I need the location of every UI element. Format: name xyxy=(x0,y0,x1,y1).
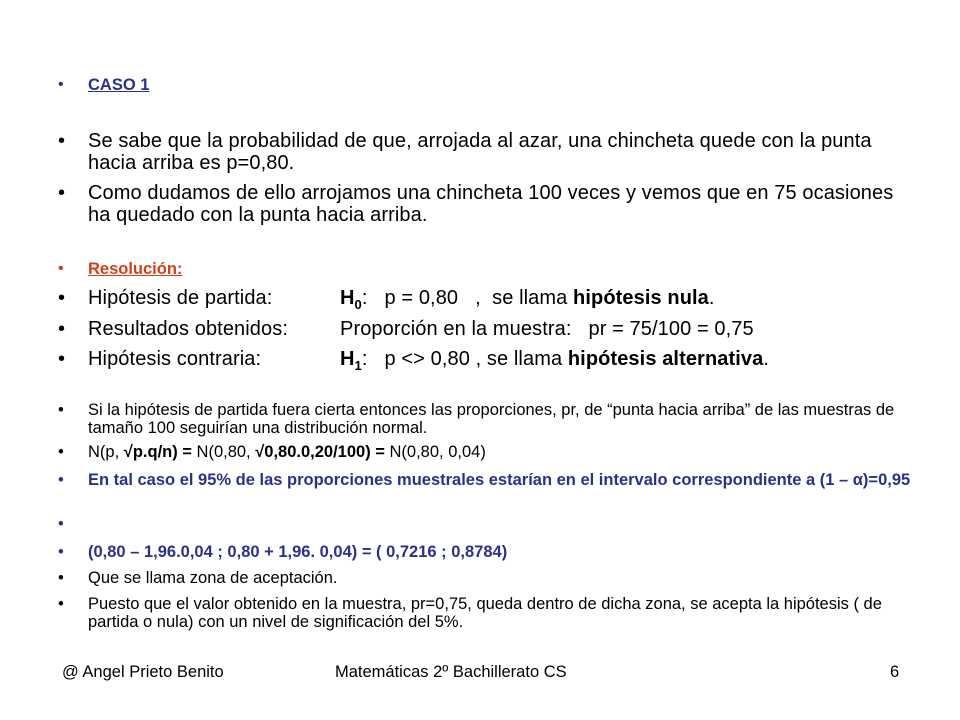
h1-end: . xyxy=(763,348,770,370)
formula-part-a: N(p, xyxy=(88,443,124,461)
h1-letter: H xyxy=(340,348,355,370)
hypothesis-null-label: Hipótesis de partida: xyxy=(88,287,273,309)
detail-text-1: Si la hipótesis de partida fuera cierta entonces las proporciones, pr, de “punta hacia arriba” de las muestras de tamaño 100 seguirían una distribución normal. xyxy=(88,401,895,437)
bullet: • xyxy=(58,130,66,152)
bullet: • xyxy=(58,543,64,561)
intro-text-2: Como dudamos de ello arrojamos una chincheta 100 veces y vemos que en 75 ocasiones ha quedado con la punta hacia arriba. xyxy=(88,182,894,226)
bullet: • xyxy=(58,260,64,277)
h0-end: . xyxy=(708,287,715,309)
case-label: CASO 1 xyxy=(88,76,150,94)
detail-text-7: Puesto que el valor obtenido en la muestra, pr=0,75, queda dentro de dicha zona, se acepta la hipótesis ( de partida o nula) con un nivel de significación del 5%. xyxy=(88,595,882,631)
footer-author: @ Angel Prieto Benito xyxy=(62,663,224,681)
bullet: • xyxy=(58,471,64,489)
h1-symbol xyxy=(340,348,362,373)
h0-symbol xyxy=(340,287,362,312)
h0-term: hipótesis nula xyxy=(573,287,709,309)
h1-expression: : p <> 0,80 , se llama xyxy=(361,348,568,370)
formula-part-b: √p.q/n) = xyxy=(123,443,197,461)
bullet: • xyxy=(58,348,66,370)
results-label: Resultados obtenidos: xyxy=(88,318,289,340)
footer-course: Matemáticas 2º Bachillerato CS xyxy=(335,663,567,681)
detail-text-5: (0,80 – 1,96.0,04 ; 0,80 + 1,96. 0,04) = ( 0,7216 ; 0,8784) xyxy=(88,543,508,561)
bullet: • xyxy=(58,569,64,587)
h0-letter: H xyxy=(340,287,355,309)
bullet: • xyxy=(58,443,64,461)
h1-term: hipótesis alternativa xyxy=(567,348,764,370)
h1-subscript: 1 xyxy=(354,358,362,373)
bullet: • xyxy=(58,401,64,419)
bullet: • xyxy=(58,182,66,204)
h0-expression: : p = 0,80 , se llama xyxy=(361,287,574,309)
h0-subscript: 0 xyxy=(354,297,362,312)
bullet: • xyxy=(58,287,66,309)
intro-text-1: Se sabe que la probabilidad de que, arrojada al azar, una chincheta quede con la punta hacia arriba es p=0,80. xyxy=(88,130,872,174)
detail-text-3: En tal caso el 95% de las proporciones muestrales estarían en el intervalo correspondiente a (1 – α)=0,95 xyxy=(88,471,911,489)
detail-text-6: Que se llama zona de aceptación. xyxy=(88,569,338,587)
formula-part-d: √0,80.0,20/100) = xyxy=(255,443,390,461)
footer-page-number: 6 xyxy=(890,663,900,681)
hypothesis-alt-label: Hipótesis contraria: xyxy=(88,348,262,370)
results-text: Proporción en la muestra: pr = 75/100 = 0,75 xyxy=(340,318,754,340)
formula-part-c: N(0,80, xyxy=(196,443,256,461)
bullet: • xyxy=(58,595,64,613)
bullet: • xyxy=(58,76,64,93)
bullet: • xyxy=(58,515,64,533)
resolution-label: Resolución: xyxy=(88,260,183,278)
bullet: • xyxy=(58,318,66,340)
formula-part-e: N(0,80, 0,04) xyxy=(389,443,486,461)
